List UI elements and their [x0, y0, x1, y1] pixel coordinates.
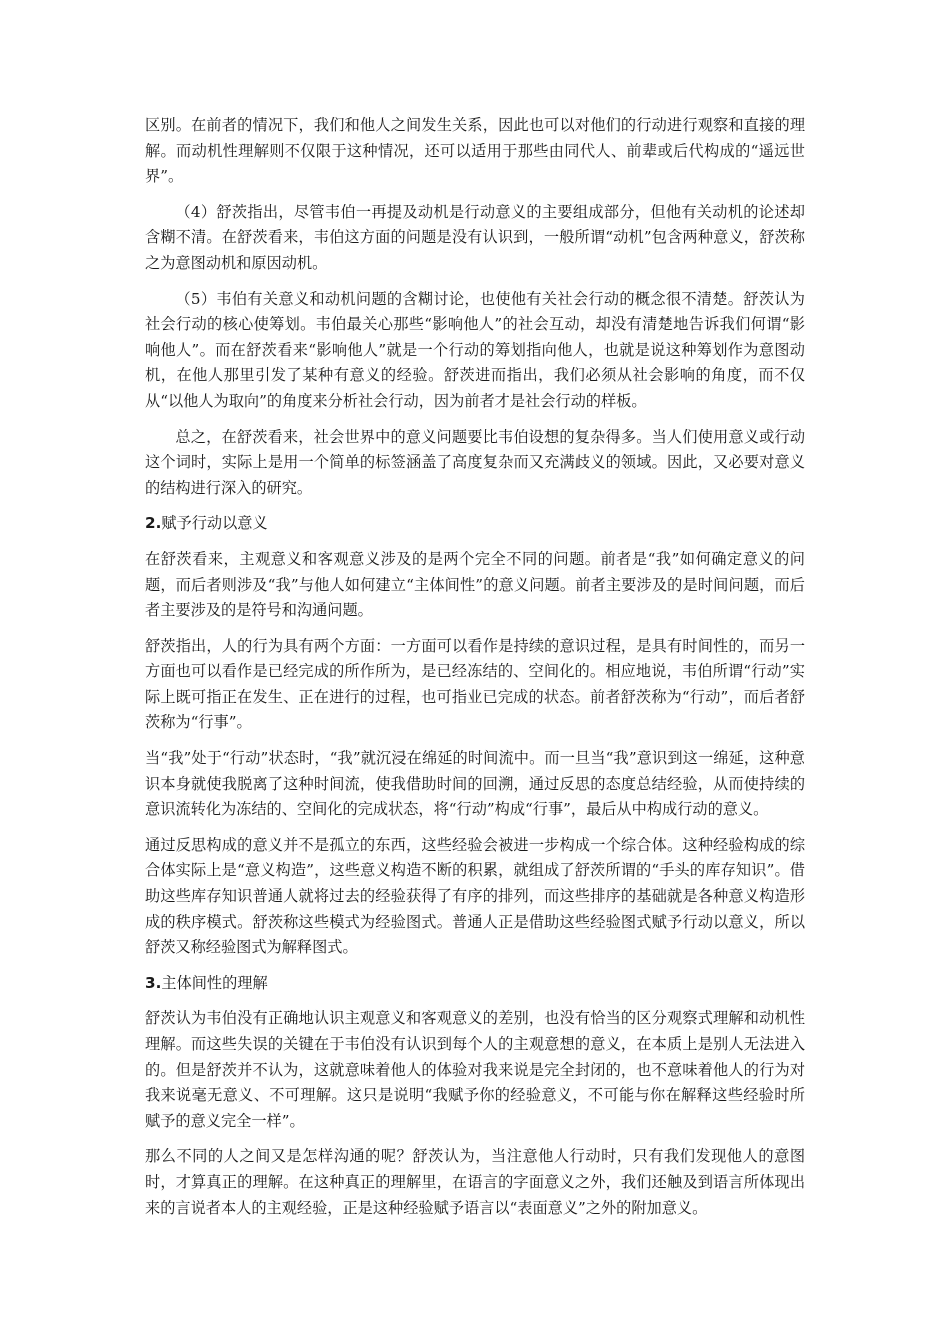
section-2-number: 2.: [145, 514, 162, 533]
section-3-number: 3.: [145, 973, 162, 992]
section-3-title: 主体间性的理解: [161, 973, 268, 992]
paragraph-intro-continuation: 区别。在前者的情况下，我们和他人之间发生关系，因此也可以对他们的行动进行观察和直接的理解。而动机性理解则不仅限于这种情况，还可以适用于那些由同代人、前辈或后代构成的“遥远世界”。: [145, 116, 805, 186]
section-2-paragraph: 舒茨指出，人的行为具有两个方面：一方面可以看作是持续的意识过程，是具有时间性的，而另一方面也可以看作是已经完成的所作所为，是已经冻结的、空间化的。相应地说，韦伯所谓“行动”实际上既可指正在发生、正在进行的过程，也可指业已完成的状态。前者舒茨称为“行动”，而后者舒茨称为“行事”。: [145, 636, 805, 732]
section-2-heading: [145, 511, 805, 537]
paragraph-summary: 总之，在舒茨看来，社会世界中的意义问题要比韦伯设想的复杂得多。当人们使用意义或行动这个词时，实际上是用一个简单的标签涵盖了高度复杂而又充满歧义的领域。因此，又必要对意义的结构进行深入的研究。: [145, 427, 805, 497]
section-2-paragraph: 通过反思构成的意义并不是孤立的东西，这些经验会被进一步构成一个综合体。这种经验构成的综合体实际上是“意义构造”，这些意义构造不断的积累，就组成了舒茨所谓的“手头的库存知识”。借助这些库存知识普通人就将过去的经验获得了有序的排列，而这些排序的基础就是各种意义构造形成的秩序模式。舒茨称这些模式为经验图式。普通人正是借助这些经验图式赋予行动以意义，所以舒茨又称经验图式为解释图式。: [145, 835, 805, 957]
document-page: [145, 113, 805, 1231]
section-2-paragraph: 当“我”处于“行动”状态时，“我”就沉浸在绵延的时间流中。而一旦当“我”意识到这一绵延，这种意识本身就使我脱离了这种时间流，使我借助时间的回溯，通过反思的态度总结经验，从而使持续的意识流转化为冻结的、空间化的完成状态，将“行动”构成“行事”，最后从中构成行动的意义。: [145, 749, 805, 819]
section-3-paragraph: 那么不同的人之间又是怎样沟通的呢？舒茨认为，当注意他人行动时，只有我们发现他人的意图时，才算真正的理解。在这种真正的理解里，在语言的字面意义之外，我们还触及到语言所体现出来的言说者本人的主观经验，正是这种经验赋予语言以“表面意义”之外的附加意义。: [145, 1147, 805, 1217]
section-3-paragraph: 舒茨认为韦伯没有正确地认识主观意义和客观意义的差别，也没有恰当的区分观察式理解和动机性理解。而这些失误的关键在于韦伯没有认识到每个人的主观意想的意义，在本质上是别人无法进入的。但是舒茨并不认为，这就意味着他人的体验对我来说是完全封闭的，也不意味着他人的行为对我来说毫无意义、不可理解。这只是说明“我赋予你的经验意义，不可能与你在解释这些经验时所赋予的意义完全一样”。: [145, 1009, 805, 1130]
section-2-paragraph: 在舒茨看来，主观意义和客观意义涉及的是两个完全不同的问题。前者是“我”如何确定意义的问题，而后者则涉及“我”与他人如何建立“主体间性”的意义问题。前者主要涉及的是时间问题，而后者主要涉及的是符号和沟通问题。: [145, 549, 805, 620]
section-2-title: 赋予行动以意义: [161, 514, 268, 533]
section-3-heading: [145, 971, 805, 997]
paragraph-point-4: （4）舒茨指出，尽管韦伯一再提及动机是行动意义的主要组成部分，但他有关动机的论述却含糊不清。在舒茨看来，韦伯这方面的问题是没有认识到，一般所谓“动机”包含两种意义，舒茨称之为意图动机和原因动机。: [145, 202, 805, 272]
paragraph-point-5: （5）韦伯有关意义和动机问题的含糊讨论，也使他有关社会行动的概念很不清楚。舒茨认为社会行动的核心使筹划。韦伯最关心那些“影响他人”的社会互动，却没有清楚地告诉我们何谓“影响他人”。而在舒茨看来“影响他人”就是一个行动的筹划指向他人，也就是说这种筹划作为意图动机，在他人那里引发了某种有意义的经验。舒茨进而指出，我们必须从社会影响的角度，而不仅从“以他人为取向”的角度来分析社会行动，因为前者才是社会行动的样板。: [145, 289, 805, 410]
